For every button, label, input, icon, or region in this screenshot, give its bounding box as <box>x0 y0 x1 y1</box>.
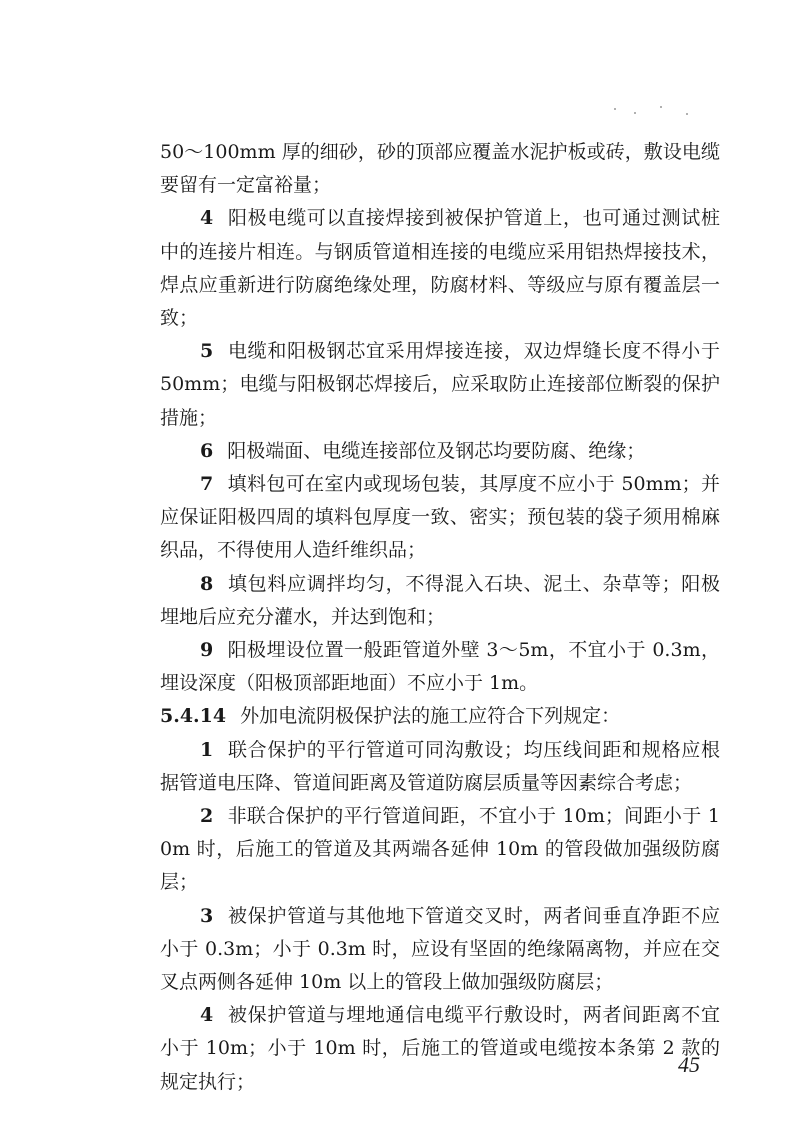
clause-text: 填料包可在室内或现场包装，其厚度不应小于 50mm；并应保证阳极四周的填料包厚度一致、密实；预包装的袋子须用棉麻织品，不得使用人造纤维织品； <box>160 473 720 562</box>
clause-text: 被保护管道与埋地通信电缆平行敷设时，两者间距离不宜小于 10m；小于 10m 时，后施工的管道或电缆按本条第 2 款的规定执行； <box>160 1004 720 1093</box>
clause-number: 4 <box>200 1004 214 1027</box>
clause-item-8 <box>160 568 720 634</box>
clause-text: 非联合保护的平行管道间距，不宜小于 10m；间距小于 10m 时，后施工的管道及其两端各延伸 10m 的管段做加强级防腐层； <box>160 805 720 894</box>
clause-item-4 <box>160 202 720 335</box>
clause-number: 8 <box>200 572 214 595</box>
clause-item-7 <box>160 468 720 568</box>
clause-number: 5 <box>200 340 214 363</box>
clause-text: 阳极埋设位置一般距管道外壁 3～5m，不宜小于 0.3m，埋设深度（阳极顶部距地面）不应小于 1m。 <box>160 639 720 695</box>
section-title: 外加电流阴极保护法的施工应符合下列规定： <box>240 705 621 728</box>
clause-text: 阳极端面、电缆连接部位及钢芯均要防腐、绝缘； <box>227 439 646 462</box>
page-number: 45 <box>678 1052 700 1077</box>
clause-text: 阳极电缆可以直接焊接到被保护管道上，也可通过测试桩中的连接片相连。与钢质管道相连接的电缆应采用铝热焊接技术，焊点应重新进行防腐绝缘处理，防腐材料、等级应与原有覆盖层一致； <box>160 207 720 330</box>
clause-item-5 <box>160 335 720 435</box>
clause-number: 7 <box>200 473 214 496</box>
subclause-item-1 <box>160 734 720 800</box>
clause-number: 9 <box>200 639 214 662</box>
clause-item-6 <box>160 435 720 468</box>
clause-text: 电缆和阳极钢芯宜采用焊接连接，双边焊缝长度不得小于 50mm；电缆与阳极钢芯焊接后，应采取防止连接部位断裂的保护措施； <box>160 340 720 429</box>
clause-number: 4 <box>200 207 214 230</box>
subclause-item-2 <box>160 800 720 900</box>
clause-text: 被保护管道与其他地下管道交叉时，两者间垂直净距不应小于 0.3m；小于 0.3m 时，应设有坚固的绝缘隔离物，并应在交叉点两侧各延伸 10m 以上的管段上做加强级防腐层； <box>160 904 720 994</box>
scan-speck-marks <box>612 104 692 118</box>
clause-number: 2 <box>200 805 214 828</box>
body-text <box>160 136 720 1099</box>
subclause-item-4 <box>160 999 720 1099</box>
section-number: 5.4.14 <box>160 705 227 728</box>
clause-number: 1 <box>200 738 214 761</box>
clause-number: 6 <box>200 439 214 462</box>
clause-text: 填包料应调拌均匀，不得混入石块、泥土、杂草等；阳极埋地后应充分灌水，并达到饱和； <box>160 572 720 628</box>
paragraph-continuation: 50～100mm 厚的细砂，砂的顶部应覆盖水泥护板或砖，敷设电缆要留有一定富裕量； <box>160 141 720 197</box>
clause-number: 3 <box>200 904 214 927</box>
clause-text: 联合保护的平行管道可同沟敷设；均压线间距和规格应根据管道电压降、管道间距离及管道防腐层质量等因素综合考虑； <box>160 738 720 794</box>
clause-item-9 <box>160 634 720 700</box>
section-heading <box>160 700 720 733</box>
subclause-item-3 <box>160 900 720 1000</box>
